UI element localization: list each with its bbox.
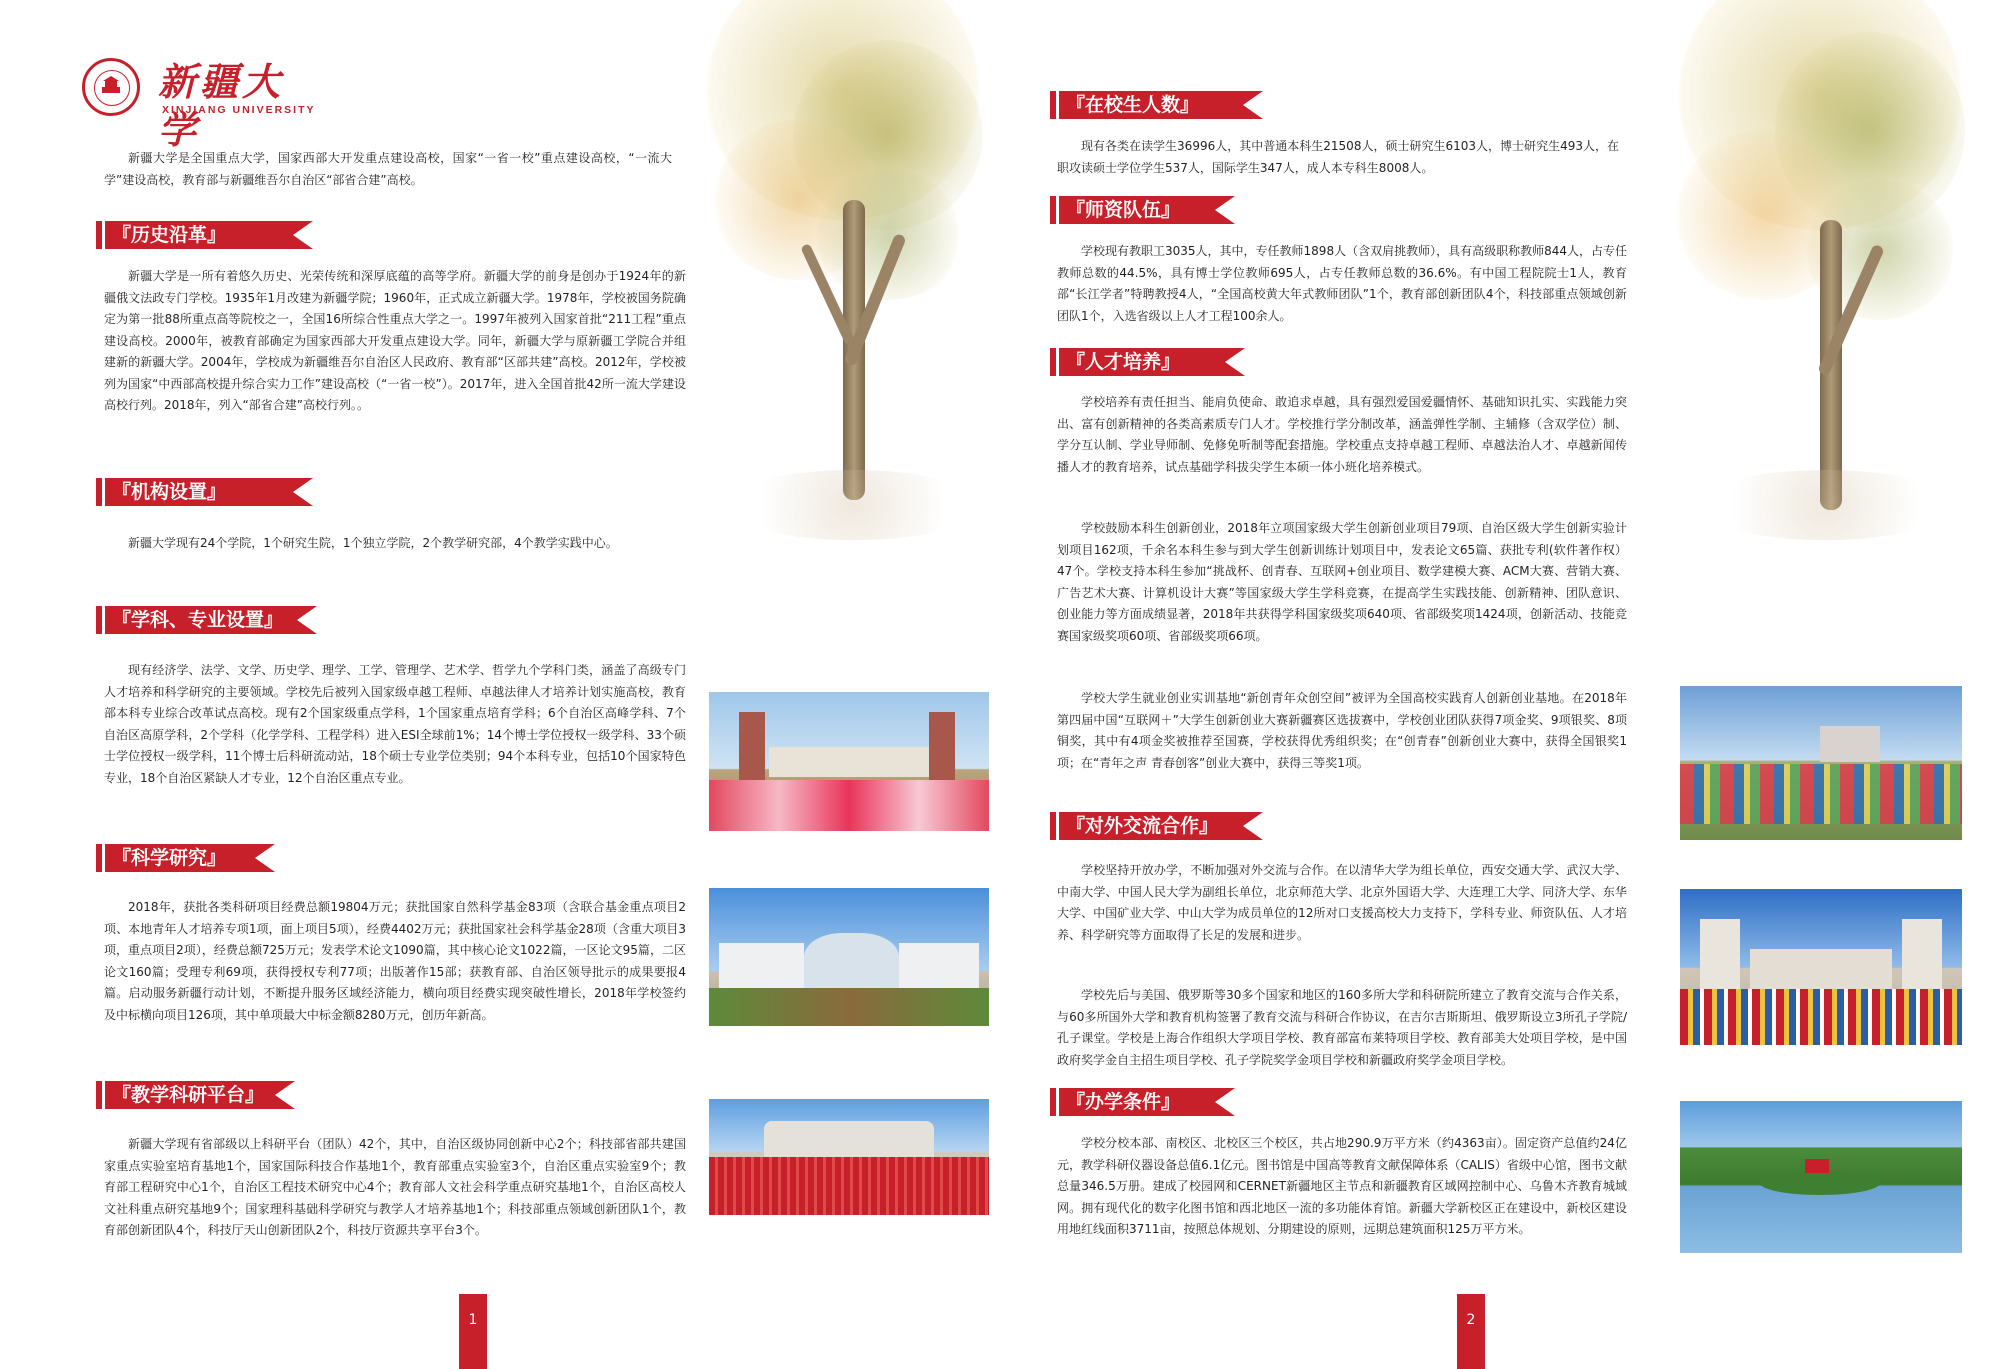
faculty-text: 学校现有教职工3035人，其中，专任教师1898人（含双肩挑教师），具有高级职称教师844人，占专任教师总数的44.5%，具有博士学位教师695人，占专任教师总数的36.6%。有中国工程院院士1人，教育部“长江学者”特聘教授4人，“全国高校黄大年式教师团队”1个，教育部创新团队4个，科技部重点领域创新团队1个，入选省级以上人才工程100余人。 [1057,244,1627,323]
logo-name-en: XINJIANG UNIVERSITY [162,104,316,116]
platforms-text: 新疆大学现有省部级以上科研平台（团队）42个，其中，自治区级协同创新中心2个；科技部省部共建国家重点实验室培育基地1个，国家国际科技合作基地1个，教育部重点实验室3个，自治区重点实验室9个；教育部工程研究中心1个，自治区工程技术研究中心4个；教育部人文社会科学重点研究基地1个，自治区高校人文社科重点研究基地9个；国家理科基础科学研究与教学人才培养基地1个；科技部重点领域创新团队1个，教育部创新团队4个，科技厅天山创新团队2个，科技厅资源共享平台3个。 [104,1137,686,1237]
intro-text: 新疆大学是全国重点大学，国家西部大开发重点建设高校，国家“一省一校”重点建设高校，“一流大学”建设高校，教育部与新疆维吾尔自治区“部省合建”高校。 [104,151,672,187]
brochure-page-right: 『在校生人数』 现有各类在读学生36996人，其中普通本科生21508人，硕士研究生6103人，博士研究生493人，在职攻读硕士学位学生537人，国际学生347人，成人本专科生8008人。 『师资队伍』 学校现有教职工3035人，其中，专任教师1898人（含双肩挑教师），具有高级职称教师844人，占专任教师总数的44.5%，具有博士学位教师695人，占专任教师总数的36.6%。有中国工程院院士1人，教育部“长江学者”特聘教授4人，“全国高校黄大年式教师团队”1个，教育部创新团队4个，科技部重点领域创新团队1个，入选省级以上人才工程100余人。 『人才培养』 学校培养有责任担当、能肩负使命、敢追求卓越，具有强烈爱国爱疆情怀、基础知识扎实、实践能力突出、富有创新精神的各类高素质专门人才。学校推行学分制改革，涵盖弹性学制、主辅修（含双学位）制、学分互认制、学业导师制、免修免听制等配套措施。学校重点支持卓越工程师、卓越法治人才、卓越新闻传播人才的教育培养，试点基础学科拔尖学生本硕一体小班化培养模式。 学校鼓励本科生创新创业，2018年立项国家级大学生创新创业项目79项、自治区级大学生创新实验计划项目162项，千余名本科生参与到大学生创新训练计划项目中，发表论文65篇、获批专利(软件著作权）47个。学校支持本科生参加“挑战杯、创青春、互联网+创业项目、数学建模大赛、ACM大赛、营销大赛、广告艺术大赛、计算机设计大赛”等国家级大学生学科竞赛，在提高学生实践技能、创新精神、团队意识、创业能力等方面成绩显著，2018年共获得学科国家级奖项640项、省部级奖项1424项，创新活动、技能竞赛国家级奖项60项、省部级奖项66项。 学校大学生就业创业实训基地“新创青年众创空间”被评为全国高校实践育人创新创业基地。在2018年第四届中国“互联网＋”大学生创新创业大赛新疆赛区选拔赛中，学校创业团队获得7项金奖、9项银奖、8项铜奖，其中有4项金奖被推荐至国赛，学校获得优秀组织奖；在“创青春”创新创业大赛中，获得全国银奖1项；在“青年之声 青春创客”创业大赛中，获得三等奖1项。 『对外交流合作』 学校坚持开放办学，不断加强对外交流与合作。在以清华大学为组长单位，西安交通大学、武汉大学、中南大学、中国人民大学为副组长单位，北京师范大学、北京外国语大学、大连理工大学、同济大学、东华大学、中国矿业大学、中山大学为成员单位的12所对口支援高校大力支持下，学科专业、师资队伍、人才培养、科学研究等方面取得了长足的发展和进步。 学校先后与美国、俄罗斯等30多个国家和地区的160多所大学和科研院所建立了教育交流与合作关系，与60多所国外大学和教育机构签署了教育交流与科研合作协议，在吉尔吉斯斯坦、俄罗斯设立3所孔子学院/孔子课堂。学校是上海合作组织大学项目学校、教育部富布莱特项目学校、教育部美大处项目学校，是中国政府奖学金自主招生项目学校、孔子学院奖学金项目学校和新疆政府奖学金项目学校。 『办学条件』 学校分校本部、南校区、北校区三个校区，共占地290.9万平方米（约4363亩）。固定资产总值约24亿元，教学科研仪器设备总值6.1亿元。图书馆是中国高等教育文献保障体系（CALIS）省级中心馆，图书文献总量346.5万册。建成了校园网和CERNET新疆地区主节点和新疆教育区域网控制中心、乌鲁木齐教育城域网。拥有现代化的数字化图书馆和西北地区一流的多功能体育馆。新疆大学新校区正在建设中，新校区建设用地红线面积3711亩，按照总体规划、分期建设的原则，远期总建筑面积125万平方米。 2 [993,0,2000,1369]
conditions-text: 学校分校本部、南校区、北校区三个校区，共占地290.9万平方米（约4363亩）。固定资产总值约24亿元，教学科研仪器设备总值6.1亿元。图书馆是中国高等教育文献保障体系（CALIS）省级中心馆，图书文献总量346.5万册。建成了校园网和CERNET新疆地区主节点和新疆教育区域网控制中心、乌鲁木齐教育城域网。拥有现代化的数字化图书馆和西北地区一流的多功能体育馆。新疆大学新校区正在建设中，新校区建设用地红线面积3711亩，按照总体规划、分期建设的原则，远期总建筑面积125万平方米。 [1057,1136,1627,1236]
talent-text-3: 学校大学生就业创业实训基地“新创青年众创空间”被评为全国高校实践育人创新创业基地。在2018年第四届中国“互联网＋”大学生创新创业大赛新疆赛区选拔赛中，学校创业团队获得7项金奖、9项银奖、8项铜奖，其中有4项金奖被推荐至国赛，学校获得优秀组织奖；在“创青春”创新创业大赛中，获得全国银奖1项；在“青年之声 青春创客”创业大赛中，获得三等奖1项。 [1057,691,1627,770]
logo-name-cn: 新疆大学 [158,59,285,152]
university-logo [82,58,322,152]
organization-text: 新疆大学现有24个学院，1个研究生院，1个独立学院，2个教学研究部，4个教学实践中心。 [128,536,618,550]
students-text: 现有各类在读学生36996人，其中普通本科生21508人，硕士研究生6103人，博士研究生493人，在职攻读硕士学位学生537人，国际学生347人，成人本专科生8008人。 [1057,139,1619,175]
sports-field-ceremony-photo [1680,686,1962,840]
page-number-left: 1 [459,1294,487,1369]
disciplines-text: 现有经济学、法学、文学、历史学、理学、工学、管理学、艺术学、哲学九个学科门类，涵盖了高级专门人才培养和科学研究的主要领域。学校先后被列入国家级卓越工程师、卓越法律人才培养计划实施高校，教育部本科专业综合改革试点高校。现有2个国家级重点学科，1个国家重点培育学科；6个自治区高峰学科、7个自治区高原学科，2个学科（化学学科、工程学科）进入ESI全球前1%；14个博士学位授权一级学科、33个硕士学位授权一级学科，11个博士后科研流动站，18个硕士专业学位类别；94个本科专业，包括10个国家特色专业，18个自治区紧缺人才专业，12个自治区重点专业。 [104,663,686,785]
university-seal-icon [82,58,140,116]
international-students-photo [1680,889,1962,1045]
gymnasium-group-photo [709,1099,989,1215]
campus-gate-photo [709,692,989,831]
talent-text-1: 学校培养有责任担当、能肩负使命、敢追求卓越，具有强烈爱国爱疆情怀、基础知识扎实、实践能力突出、富有创新精神的各类高素质专门人才。学校推行学分制改革，涵盖弹性学制、主辅修（含双学位）制、学分互认制、学业导师制、免修免听制等配套措施。学校重点支持卓越工程师、卓越法治人才、卓越新闻传播人才的教育培养，试点基础学科拔尖学生本硕一体小班化培养模式。 [1057,395,1627,474]
campus-lake-photo [1680,1101,1962,1253]
library-building-photo [709,888,989,1026]
brochure-page-left: 新疆大学 XINJIANG UNIVERSITY 新疆大学是全国重点大学，国家西部大开发重点建设高校，国家“一省一校”重点建设高校，“一流大学”建设高校，教育部与新疆维吾尔自治区“部省合建”高校。 『历史沿革』 新疆大学是一所有着悠久历史、光荣传统和深厚底蕴的高等学府。新疆大学的前身是创办于1924年的新疆俄文法政专门学校。1935年1月改建为新疆学院；1960年，正式成立新疆大学。1978年，学校被国务院确定为第一批88所重点高等院校之一，全国16所综合性重点大学之一。1997年被列入国家首批“211工程”重点建设高校。2000年，被教育部确定为国家西部大开发重点建设大学。同年，新疆大学与原新疆工学院合并组建新的新疆大学。2004年，学校成为新疆维吾尔自治区人民政府、教育部“区部共建”高校。2012年，学校被列为国家“中西部高校提升综合实力工作”建设高校（“一省一校”）。2017年，进入全国首批42所一流大学建设高校行列。2018年，列入“部省合建”高校行列。。 『机构设置』 新疆大学现有24个学院，1个研究生院，1个独立学院，2个教学研究部，4个教学实践中心。 『学科、专业设置』 现有经济学、法学、文学、历史学、理学、工学、管理学、艺术学、哲学九个学科门类，涵盖了高级专门人才培养和科学研究的主要领域。学校先后被列入国家级卓越工程师、卓越法律人才培养计划实施高校，教育部本科专业综合改革试点高校。现有2个国家级重点学科，1个国家重点培育学科；6个自治区高峰学科、7个自治区高原学科，2个学科（化学学科、工程学科）进入ESI全球前1%；14个博士学位授权一级学科、33个硕士学位授权一级学科，11个博士后科研流动站，18个硕士专业学位类别；94个本科专业，包括10个国家特色专业，18个自治区紧缺人才专业，12个自治区重点专业。 『科学研究』 2018年，获批各类科研项目经费总额19804万元；获批国家自然科学基金83项（含联合基金重点项目2项、本地青年人才培养专项1项，面上项目5项），经费4402万元；获批国家社会科学基金28项（含重大项目3项，重点项目2项），经费总额725万元；发表学术论文1090篇，其中核心论文1022篇，一区论文95篇，二区论文160篇；受理专利69项，获得授权专利77项；出版著作15部；获教育部、自治区领导批示的成果要报4篇。启动服务新疆行动计划，不断提升服务区域经济能力，横向项目经费实现突破性增长，2018年学校签约及中标横向项目126项，其中单项最大中标金额8280万元，创历年新高。 『教学科研平台』 新疆大学现有省部级以上科研平台（团队）42个，其中，自治区级协同创新中心2个；科技部省部共建国家重点实验室培育基地1个，国家国际科技合作基地1个，教育部重点实验室3个，自治区重点实验室9个；教育部工程研究中心1个，自治区工程技术研究中心4个；教育部人文社会科学重点研究基地1个，自治区高校人文社科重点研究基地9个；国家理科基础科学研究与教学人才培养基地1个；科技部重点领域创新团队1个，教育部创新团队4个，科技厅天山创新团队2个，科技厅资源共享平台3个。 1 [0,0,993,1369]
page-number-right: 2 [1457,1294,1485,1369]
watercolor-tree-illustration [683,0,993,540]
exchange-text-2: 学校先后与美国、俄罗斯等30多个国家和地区的160多所大学和科研院所建立了教育交流与合作关系，与60多所国外大学和教育机构签署了教育交流与科研合作协议，在吉尔吉斯斯坦、俄罗斯设立3所孔子学院/孔子课堂。学校是上海合作组织大学项目学校、教育部富布莱特项目学校、教育部美大处项目学校，是中国政府奖学金自主招生项目学校、孔子学院奖学金项目学校和新疆政府奖学金项目学校。 [1057,988,1627,1067]
history-text: 新疆大学是一所有着悠久历史、光荣传统和深厚底蕴的高等学府。新疆大学的前身是创办于1924年的新疆俄文法政专门学校。1935年1月改建为新疆学院；1960年，正式成立新疆大学。1978年，学校被国务院确定为第一批88所重点高等院校之一，全国16所综合性重点大学之一。1997年被列入国家首批“211工程”重点建设高校。2000年，被教育部确定为国家西部大开发重点建设大学。同年，新疆大学与原新疆工学院合并组建新的新疆大学。2004年，学校成为新疆维吾尔自治区人民政府、教育部“区部共建”高校。2012年，学校被列为国家“中西部高校提升综合实力工作”建设高校（“一省一校”）。2017年，进入全国首批42所一流大学建设高校行列。2018年，列入“部省合建”高校行列。。 [104,269,686,412]
research-text: 2018年，获批各类科研项目经费总额19804万元；获批国家自然科学基金83项（含联合基金重点项目2项、本地青年人才培养专项1项，面上项目5项），经费4402万元；获批国家社会科学基金28项（含重大项目3项，重点项目2项），经费总额725万元；发表学术论文1090篇，其中核心论文1022篇，一区论文95篇，二区论文160篇；受理专利69项，获得授权专利77项；出版著作15部；获教育部、自治区领导批示的成果要报4篇。启动服务新疆行动计划，不断提升服务区域经济能力，横向项目经费实现突破性增长，2018年学校签约及中标横向项目126项，其中单项最大中标金额8280万元，创历年新高。 [104,900,686,1022]
exchange-text-1: 学校坚持开放办学，不断加强对外交流与合作。在以清华大学为组长单位，西安交通大学、武汉大学、中南大学、中国人民大学为副组长单位，北京师范大学、北京外国语大学、大连理工大学、同济大学、东华大学、中国矿业大学、中山大学为成员单位的12所对口支援高校大力支持下，学科专业、师资队伍、人才培养、科学研究等方面取得了长足的发展和进步。 [1057,863,1627,942]
talent-text-2: 学校鼓励本科生创新创业，2018年立项国家级大学生创新创业项目79项、自治区级大学生创新实验计划项目162项，千余名本科生参与到大学生创新训练计划项目中，发表论文65篇、获批专利(软件著作权）47个。学校支持本科生参加“挑战杯、创青春、互联网+创业项目、数学建模大赛、ACM大赛、营销大赛、广告艺术大赛、计算机设计大赛”等国家级大学生学科竞赛，在提高学生实践技能、创新精神、团队意识、创业能力等方面成绩显著，2018年共获得学科国家级奖项640项、省部级奖项1424项，创新活动、技能竞赛国家级奖项60项、省部级奖项66项。 [1057,521,1627,643]
watercolor-tree-illustration [1655,0,1965,540]
